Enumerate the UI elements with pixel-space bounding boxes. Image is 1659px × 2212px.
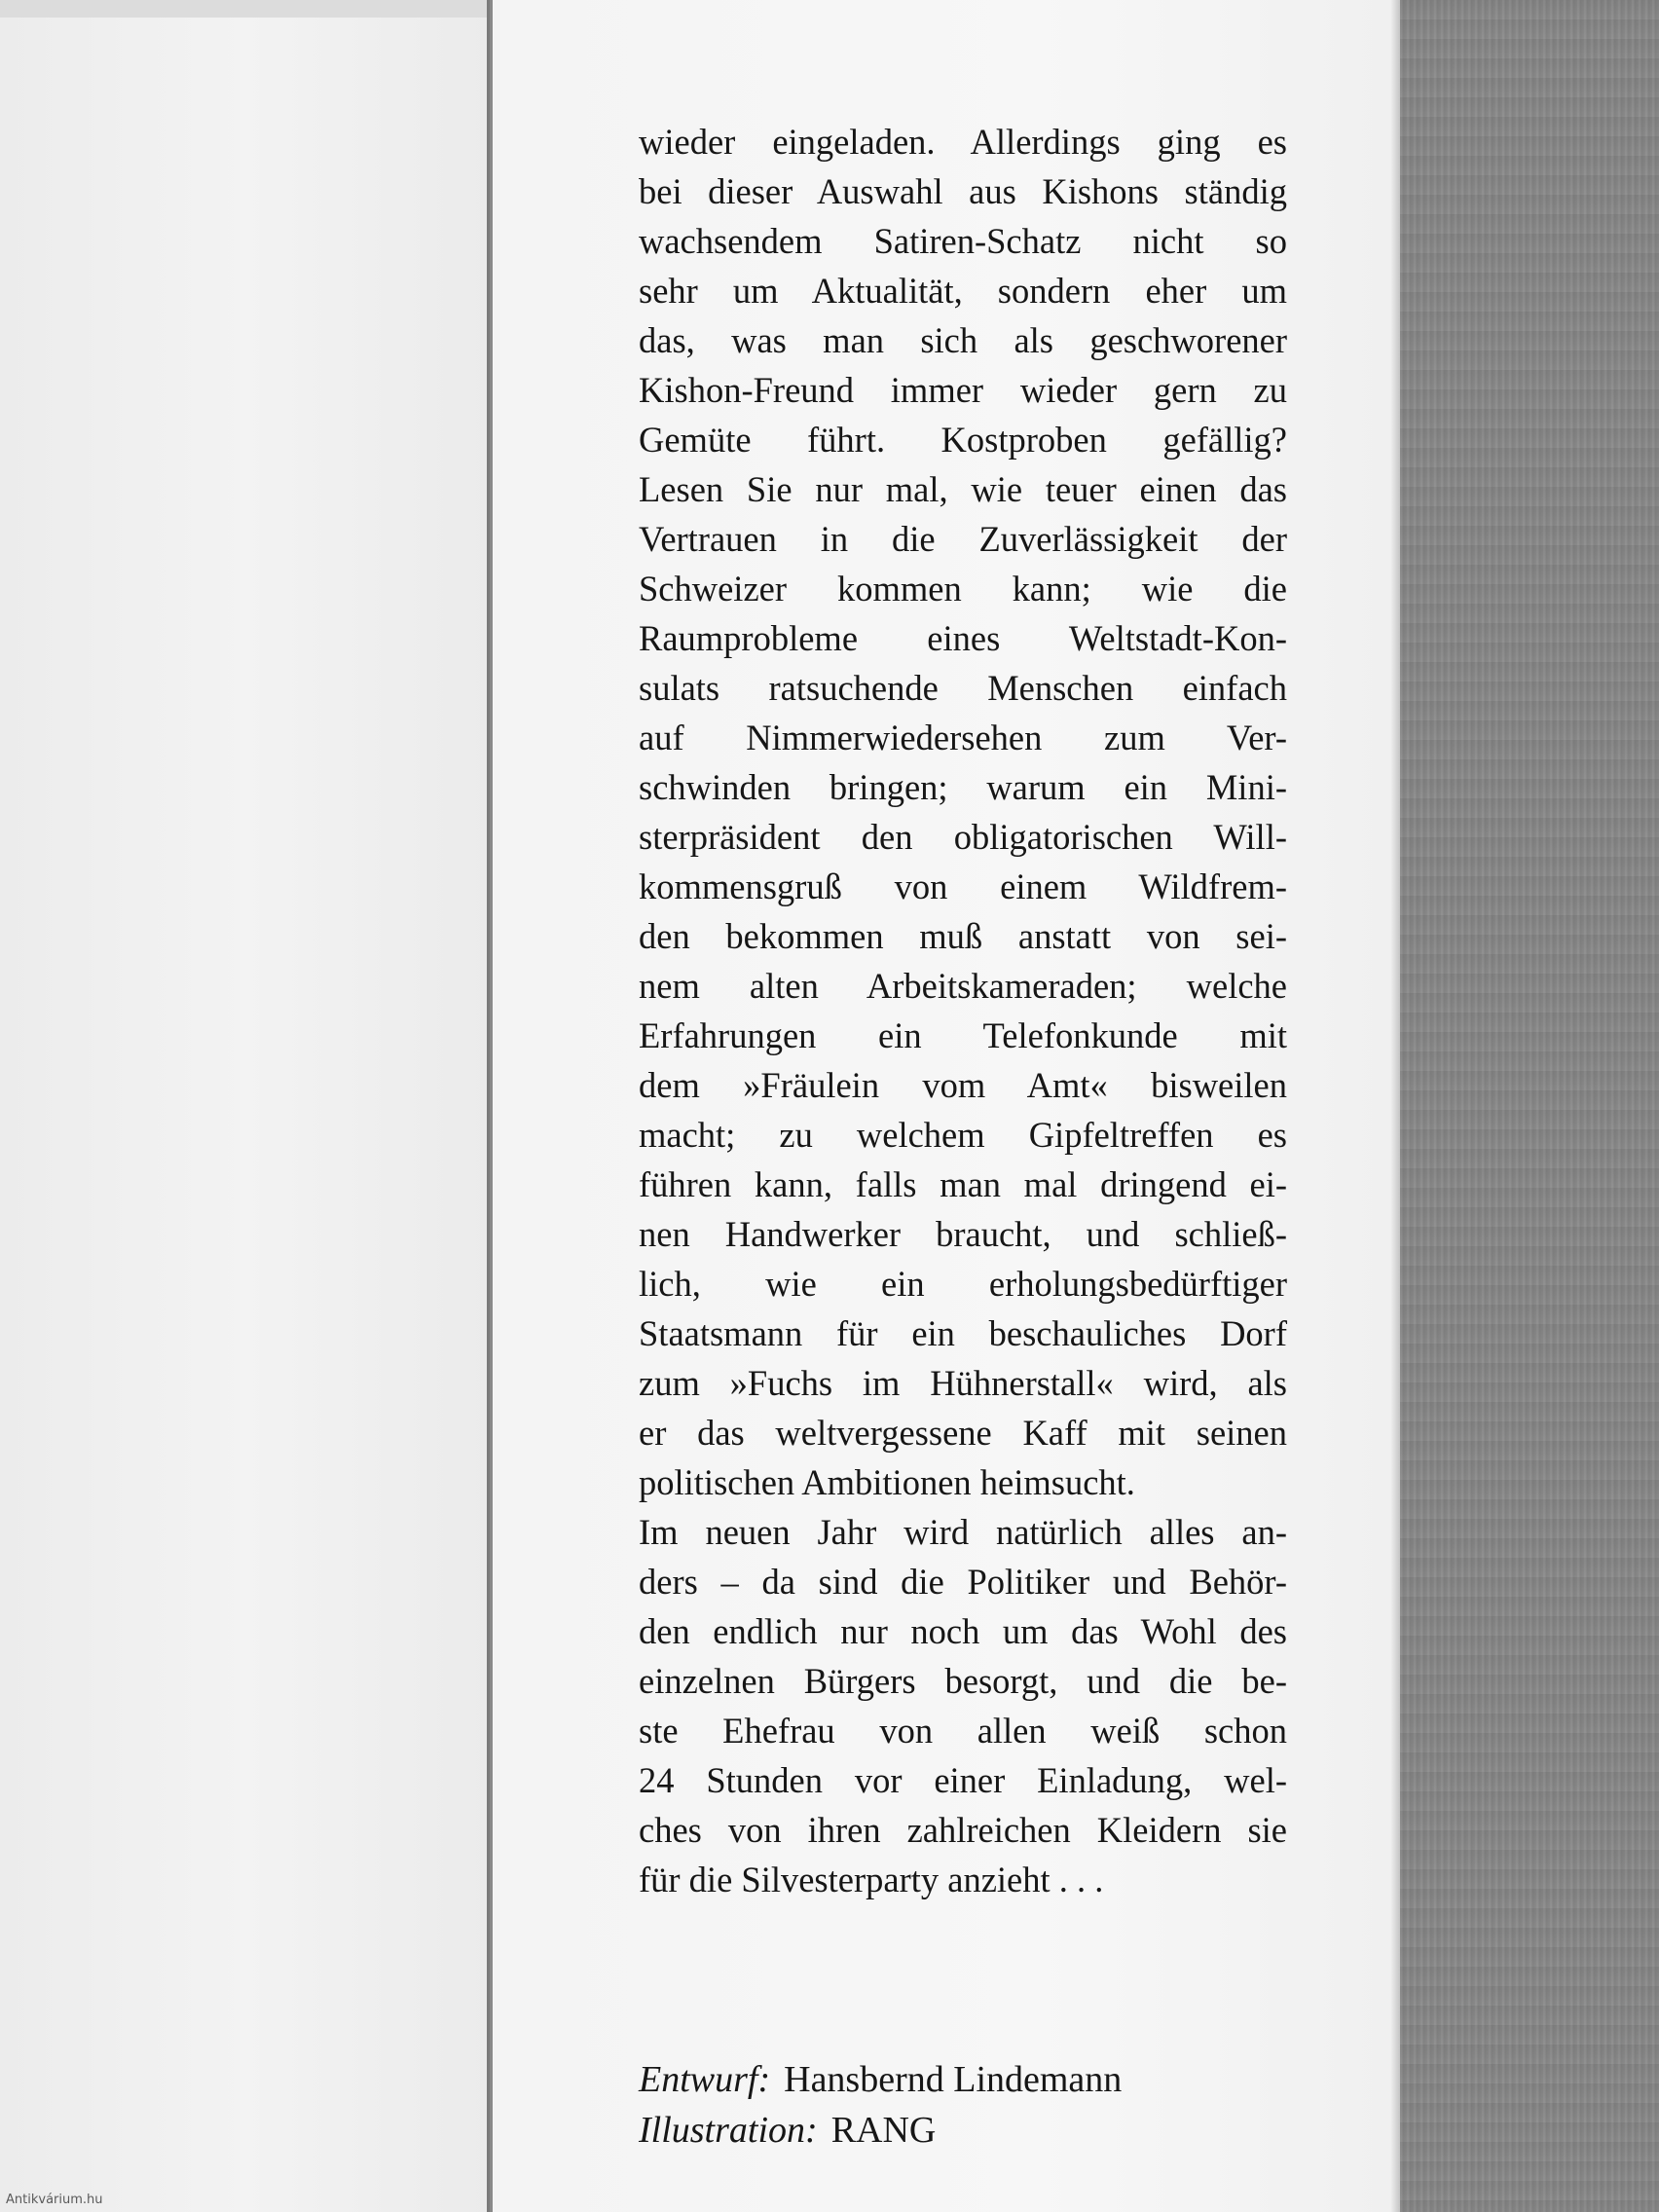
left-page xyxy=(0,0,490,2212)
text-line: Staatsmann für ein beschauliches Dorf xyxy=(639,1313,1287,1353)
illustration-credit-label: Illustration: xyxy=(639,2110,818,2151)
illustration-credit-name: RANG xyxy=(830,2110,937,2151)
text-line: wieder eingeladen. Allerdings ging es xyxy=(639,122,1287,162)
design-credit-label: Entwurf: xyxy=(639,2059,771,2100)
text-line: Schweizer kommen kann; wie die xyxy=(639,569,1287,608)
text-line: sulats ratsuchende Menschen einfach xyxy=(639,668,1287,708)
credits xyxy=(639,2054,1287,2156)
text-line: sterpräsident den obligatorischen Will- xyxy=(639,817,1287,857)
background-surface xyxy=(1400,0,1659,2212)
text-line: Erfahrungen ein Telefonkunde mit xyxy=(639,1015,1287,1055)
illustration-credit xyxy=(639,2105,1287,2156)
text-line: bei dieser Auswahl aus Kishons ständig xyxy=(639,171,1287,211)
text-line: das, was man sich als geschworener xyxy=(639,320,1287,360)
body-text xyxy=(639,117,1287,1904)
text-line: für die Silvesterparty anzieht . . . xyxy=(639,1860,1104,1899)
text-line: macht; zu welchem Gipfeltreffen es xyxy=(639,1115,1287,1155)
text-line: den endlich nur noch um das Wohl des xyxy=(639,1611,1287,1651)
text-line: ders – da sind die Politiker und Behör- xyxy=(639,1562,1287,1602)
text-line: Raumprobleme eines Weltstadt-Kon- xyxy=(639,618,1287,658)
text-line: ches von ihren zahlreichen Kleidern sie xyxy=(639,1810,1287,1850)
text-line: er das weltvergessene Kaff mit seinen xyxy=(639,1413,1287,1453)
text-line: 24 Stunden vor einer Einladung, wel- xyxy=(639,1760,1287,1800)
text-line: sehr um Aktualität, sondern eher um xyxy=(639,271,1287,311)
text-line: nem alten Arbeitskameraden; welche xyxy=(639,966,1287,1006)
text-line: lich, wie ein erholungsbedürftiger xyxy=(639,1264,1287,1304)
text-line: auf Nimmerwiedersehen zum Ver- xyxy=(639,718,1287,757)
text-line: dem »Fräulein vom Amt« bisweilen xyxy=(639,1065,1287,1105)
text-line: den bekommen muß anstatt von sei- xyxy=(639,916,1287,956)
watermark: Antikvárium.hu xyxy=(6,2193,103,2207)
text-line: wachsendem Satiren-Schatz nicht so xyxy=(639,221,1287,261)
text-line: führen kann, falls man mal dringend ei- xyxy=(639,1164,1287,1204)
text-line: politischen Ambitionen heimsucht. xyxy=(639,1462,1135,1502)
right-page-edge-shadow xyxy=(1390,0,1400,2212)
design-credit-name: Hansbernd Lindemann xyxy=(784,2059,1123,2100)
text-line: Lesen Sie nur mal, wie teuer einen das xyxy=(639,469,1287,509)
text-line: zum »Fuchs im Hühnerstall« wird, als xyxy=(639,1363,1287,1403)
left-page-edge xyxy=(487,0,490,2212)
text-line: Kishon-Freund immer wieder gern zu xyxy=(639,370,1287,410)
text-line: Im neuen Jahr wird natürlich alles an- xyxy=(639,1512,1287,1552)
text-line: ste Ehefrau von allen weiß schon xyxy=(639,1711,1287,1751)
text-line: Gemüte führt. Kostproben gefällig? xyxy=(639,420,1287,460)
left-page-top-strip xyxy=(0,0,490,18)
text-line: kommensgruß von einem Wildfrem- xyxy=(639,866,1287,906)
design-credit xyxy=(639,2054,1287,2105)
text-line: schwinden bringen; warum ein Mini- xyxy=(639,767,1287,807)
text-line: nen Handwerker braucht, und schließ- xyxy=(639,1214,1287,1254)
text-line: Vertrauen in die Zuverlässigkeit der xyxy=(639,519,1287,559)
text-line: einzelnen Bürgers besorgt, und die be- xyxy=(639,1661,1287,1701)
